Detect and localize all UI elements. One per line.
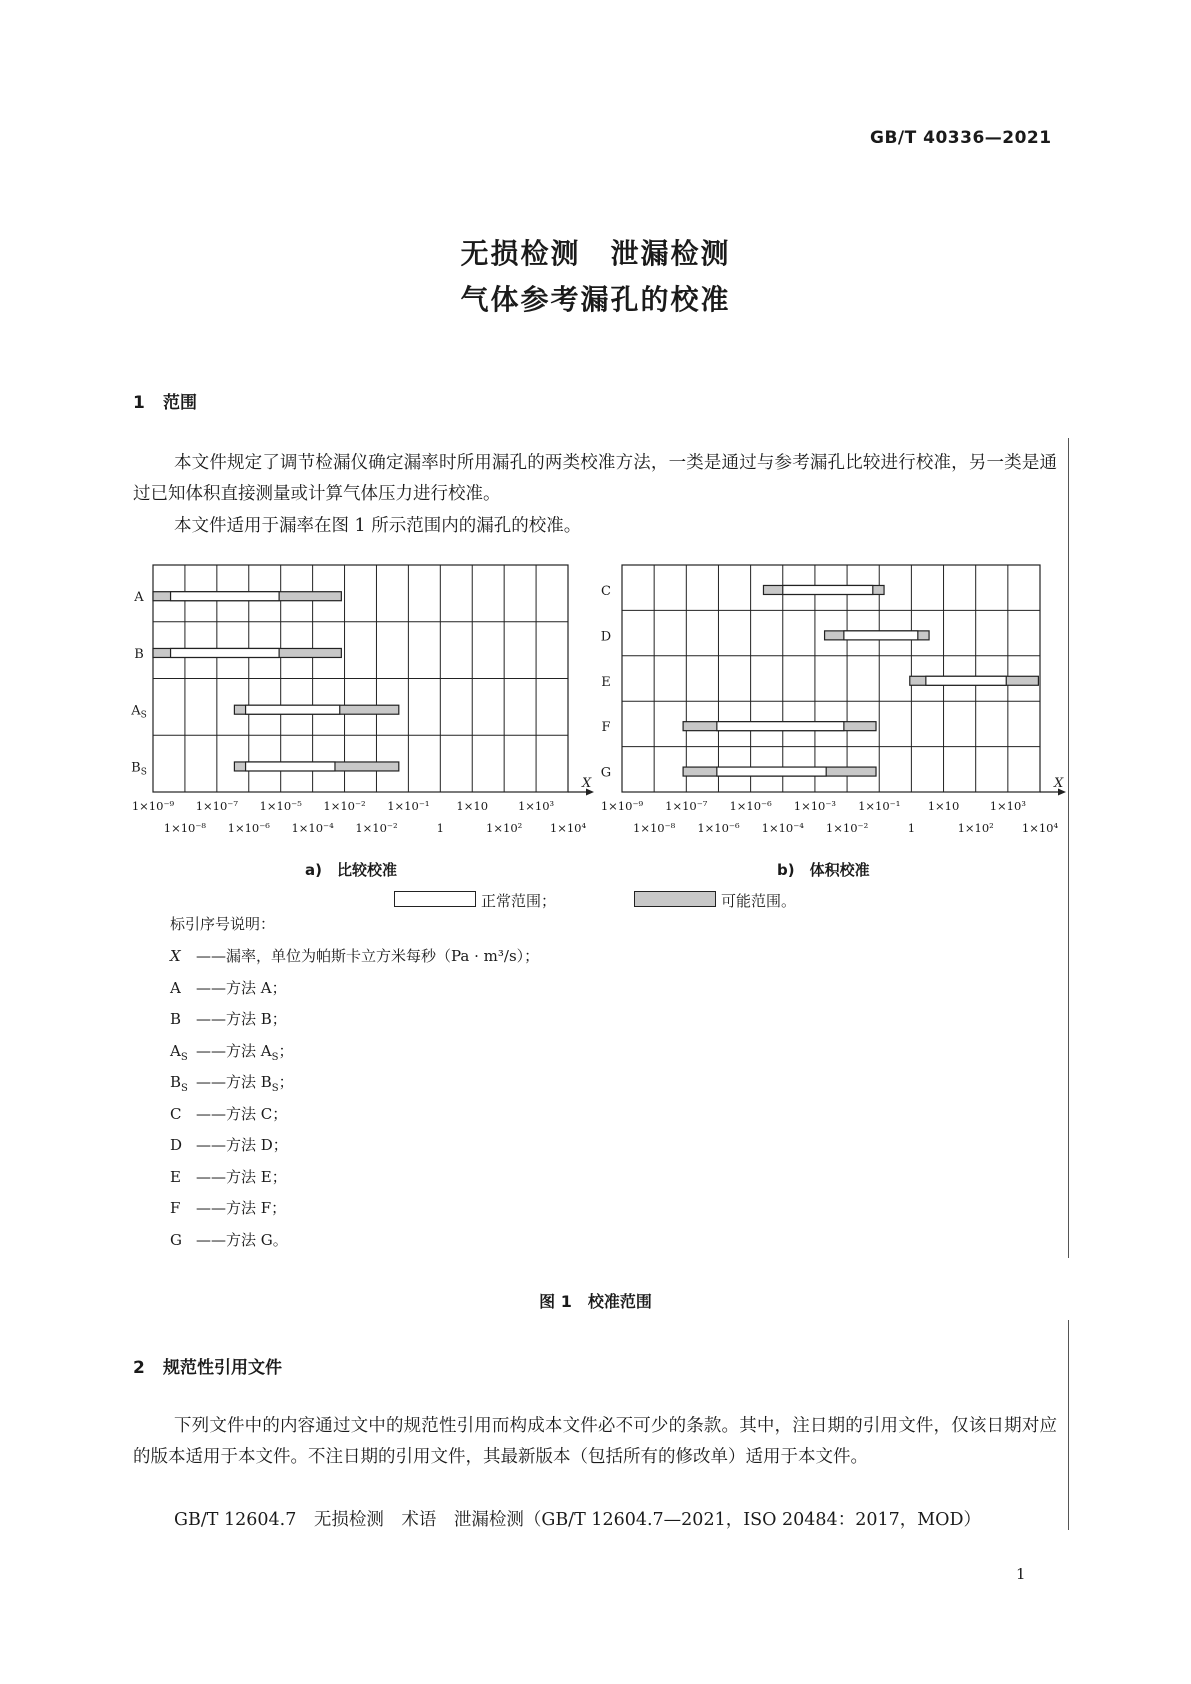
chart-a-row-label: B bbox=[134, 646, 144, 662]
chart-b-row-label: G bbox=[600, 765, 612, 781]
key-description: 方法 E； bbox=[226, 1167, 287, 1186]
document-title-line1: 无损检测 泄漏检测 bbox=[460, 237, 731, 270]
key-symbol: A bbox=[170, 978, 181, 997]
chart-b-normal-range-bar bbox=[783, 585, 873, 594]
figure-1-caption: 图 1 校准范围 bbox=[539, 1292, 652, 1311]
chart-a-tick-label-upper: 1×10 bbox=[456, 799, 489, 813]
key-dash: —— bbox=[196, 1199, 226, 1217]
chart-a-comparison-calibration bbox=[130, 565, 594, 835]
chart-b-tick-label-lower: 1×10⁻⁶ bbox=[697, 821, 740, 835]
chart-a-tick-label-upper: 1×10³ bbox=[517, 799, 555, 813]
key-item bbox=[170, 1040, 293, 1063]
chart-b-tick-label-upper: 1×10⁻⁶ bbox=[729, 799, 772, 813]
key-description: 漏率，单位为帕斯卡立方米每秒（Pa · m³/s）； bbox=[226, 947, 540, 965]
chart-b-volume-calibration bbox=[601, 565, 1066, 835]
chart-a-row-label: A bbox=[134, 590, 144, 606]
chart-b-tick-label-lower: 1 bbox=[907, 821, 916, 835]
chart-a-row-label: $B_S$ bbox=[131, 760, 147, 778]
key-item bbox=[170, 1229, 288, 1250]
key-dash: —— bbox=[196, 947, 226, 965]
key-description: 方法 D； bbox=[226, 1136, 288, 1154]
chart-b-normal-range-bar bbox=[717, 722, 844, 731]
key-item bbox=[170, 1197, 286, 1218]
section-2-title: 规范性引用文件 bbox=[163, 1358, 282, 1378]
chart-a-tick-label-upper: 1×10⁻⁷ bbox=[195, 799, 238, 813]
key-symbol: F bbox=[170, 1199, 181, 1217]
chart-a-tick-label-lower: 1×10⁻⁸ bbox=[163, 821, 207, 835]
key-description: 方法 G。 bbox=[226, 1230, 288, 1249]
key-dash: —— bbox=[196, 1230, 226, 1249]
figure-1-charts bbox=[110, 555, 1070, 875]
key-symbol: C bbox=[170, 1104, 182, 1123]
key-dash: —— bbox=[196, 1136, 226, 1154]
chart-b-tick-label-lower: 1×10⁻⁸ bbox=[633, 821, 676, 835]
chart-b-row-label: F bbox=[601, 720, 611, 736]
key-title: 标引序号说明： bbox=[170, 915, 276, 933]
chart-b-row-label: C bbox=[601, 583, 611, 599]
chart-b-tick-label-lower: 1×10⁴ bbox=[1021, 821, 1059, 835]
chart-a-normal-range-bar bbox=[171, 592, 280, 601]
section-1-paragraph-2: 本文件适用于漏率在图 1 所示范围内的漏孔的校准。 bbox=[174, 516, 582, 536]
key-item bbox=[170, 1166, 287, 1187]
key-dash: —— bbox=[196, 1010, 226, 1028]
key-symbol: D bbox=[170, 1136, 183, 1154]
chart-a-tick-label-lower: 1×10⁻² bbox=[355, 821, 398, 835]
chart-b-caption: b) 体积校准 bbox=[777, 861, 870, 879]
chart-b-tick-label-lower: 1×10² bbox=[957, 821, 994, 835]
key-symbol: G bbox=[170, 1230, 182, 1249]
chart-b-tick-label-lower: 1×10⁻⁴ bbox=[761, 821, 804, 835]
legend-possible-label: 可能范围。 bbox=[721, 892, 797, 910]
standard-number: GB/T 40336—2021 bbox=[870, 128, 1052, 148]
document-title-line2: 气体参考漏孔的校准 bbox=[460, 283, 731, 316]
chart-a-tick-label-lower: 1×10⁴ bbox=[549, 821, 587, 835]
key-item bbox=[170, 977, 287, 998]
section-2-paragraph-1: 下列文件中的内容通过文中的规范性引用而构成本文件必不可少的条款。其中，注日期的引用文件，仅该日期对应的版本适用于本文件。不注日期的引用文件，其最新版本（包括所有的修改单）适用于本文件。 bbox=[133, 1416, 1057, 1467]
key-description: 方法 A； bbox=[226, 978, 287, 997]
key-symbol: $B_S$ bbox=[170, 1073, 188, 1094]
chart-b-normal-range-bar bbox=[926, 676, 1006, 685]
change-bar-2 bbox=[1068, 1320, 1069, 1530]
page-number: 1 bbox=[1016, 1565, 1026, 1583]
key-dash: —— bbox=[196, 1104, 226, 1123]
section-2-heading bbox=[133, 1353, 282, 1378]
section-2-reference-1: GB/T 12604.7 无损检测 术语 泄漏检测（GB/T 12604.7—2021，ISO 20484：2017，MOD） bbox=[174, 1510, 982, 1530]
key-dash: —— bbox=[196, 1073, 226, 1091]
chart-b-x-axis-label: X bbox=[1054, 776, 1064, 791]
chart-b-tick-label-upper: 1×10⁻¹ bbox=[858, 799, 901, 813]
key-description: 方法 B； bbox=[226, 1010, 287, 1028]
key-description: 方法 C； bbox=[226, 1104, 288, 1123]
chart-b-tick-label-upper: 1×10³ bbox=[989, 799, 1026, 813]
key-dash: —— bbox=[196, 1167, 226, 1186]
key-symbol: X bbox=[170, 947, 181, 965]
section-1-title: 范围 bbox=[163, 393, 197, 413]
chart-b-tick-label-upper: 1×10⁻³ bbox=[793, 799, 837, 813]
key-description: 方法 F； bbox=[226, 1199, 287, 1217]
key-dash: —— bbox=[196, 1041, 226, 1060]
chart-a-row-label: $A_S$ bbox=[131, 703, 147, 721]
chart-b-normal-range-bar bbox=[717, 767, 826, 776]
chart-a-tick-label-upper: 1×10⁻⁵ bbox=[259, 799, 302, 813]
chart-a-tick-label-upper: 1×10⁻⁹ bbox=[131, 799, 175, 813]
section-1-number: 1 bbox=[133, 393, 145, 413]
chart-a-tick-label-upper: 1×10⁻¹ bbox=[387, 799, 430, 813]
chart-a-x-axis-label: X bbox=[582, 776, 592, 791]
key-item bbox=[170, 945, 539, 966]
legend-normal-label: 正常范围； bbox=[481, 892, 557, 910]
chart-b-tick-label-upper: 1×10 bbox=[927, 799, 960, 813]
chart-a-tick-label-upper: 1×10⁻² bbox=[323, 799, 366, 813]
key-symbol: E bbox=[170, 1167, 181, 1186]
chart-a-normal-range-bar bbox=[171, 648, 280, 657]
section-2-number: 2 bbox=[133, 1358, 145, 1378]
section-1-heading bbox=[133, 388, 197, 413]
chart-a-normal-range-bar bbox=[246, 762, 335, 771]
section-1-paragraph-1: 本文件规定了调节检漏仪确定漏率时所用漏孔的两类校准方法，一类是通过与参考漏孔比较进行校准，另一类是通过已知体积直接测量或计算气体压力进行校准。 bbox=[133, 453, 1057, 504]
chart-b-normal-range-bar bbox=[844, 631, 918, 640]
chart-a-row-label-subscript: S bbox=[140, 710, 147, 721]
chart-b-tick-label-lower: 1×10⁻² bbox=[825, 821, 869, 835]
legend-possible-swatch bbox=[634, 891, 716, 907]
key-item bbox=[170, 1008, 287, 1029]
key-dash: —— bbox=[196, 978, 226, 997]
chart-b-row-label: D bbox=[600, 629, 612, 645]
key-symbol: B bbox=[170, 1010, 182, 1028]
chart-a-tick-label-lower: 1×10⁻⁴ bbox=[291, 821, 334, 835]
chart-a-tick-label-lower: 1×10² bbox=[486, 821, 523, 835]
chart-b-tick-label-upper: 1×10⁻⁷ bbox=[665, 799, 708, 813]
chart-a-tick-label-lower: 1×10⁻⁶ bbox=[227, 821, 270, 835]
key-item bbox=[170, 1134, 288, 1155]
key-item bbox=[170, 1071, 294, 1094]
chart-a-tick-label-lower: 1 bbox=[436, 821, 444, 835]
key-item bbox=[170, 1103, 287, 1124]
key-description: 方法 $A_S$； bbox=[226, 1041, 294, 1063]
chart-a-row-label-subscript: S bbox=[140, 767, 147, 778]
chart-a-caption: a) 比较校准 bbox=[305, 861, 397, 879]
legend-normal-swatch bbox=[394, 891, 476, 907]
chart-a-normal-range-bar bbox=[246, 705, 340, 714]
key-symbol: $A_S$ bbox=[170, 1041, 188, 1063]
key-description: 方法 $B_S$； bbox=[226, 1073, 294, 1094]
chart-b-tick-label-upper: 1×10⁻⁹ bbox=[600, 799, 644, 813]
chart-b-row-label: E bbox=[601, 674, 611, 690]
